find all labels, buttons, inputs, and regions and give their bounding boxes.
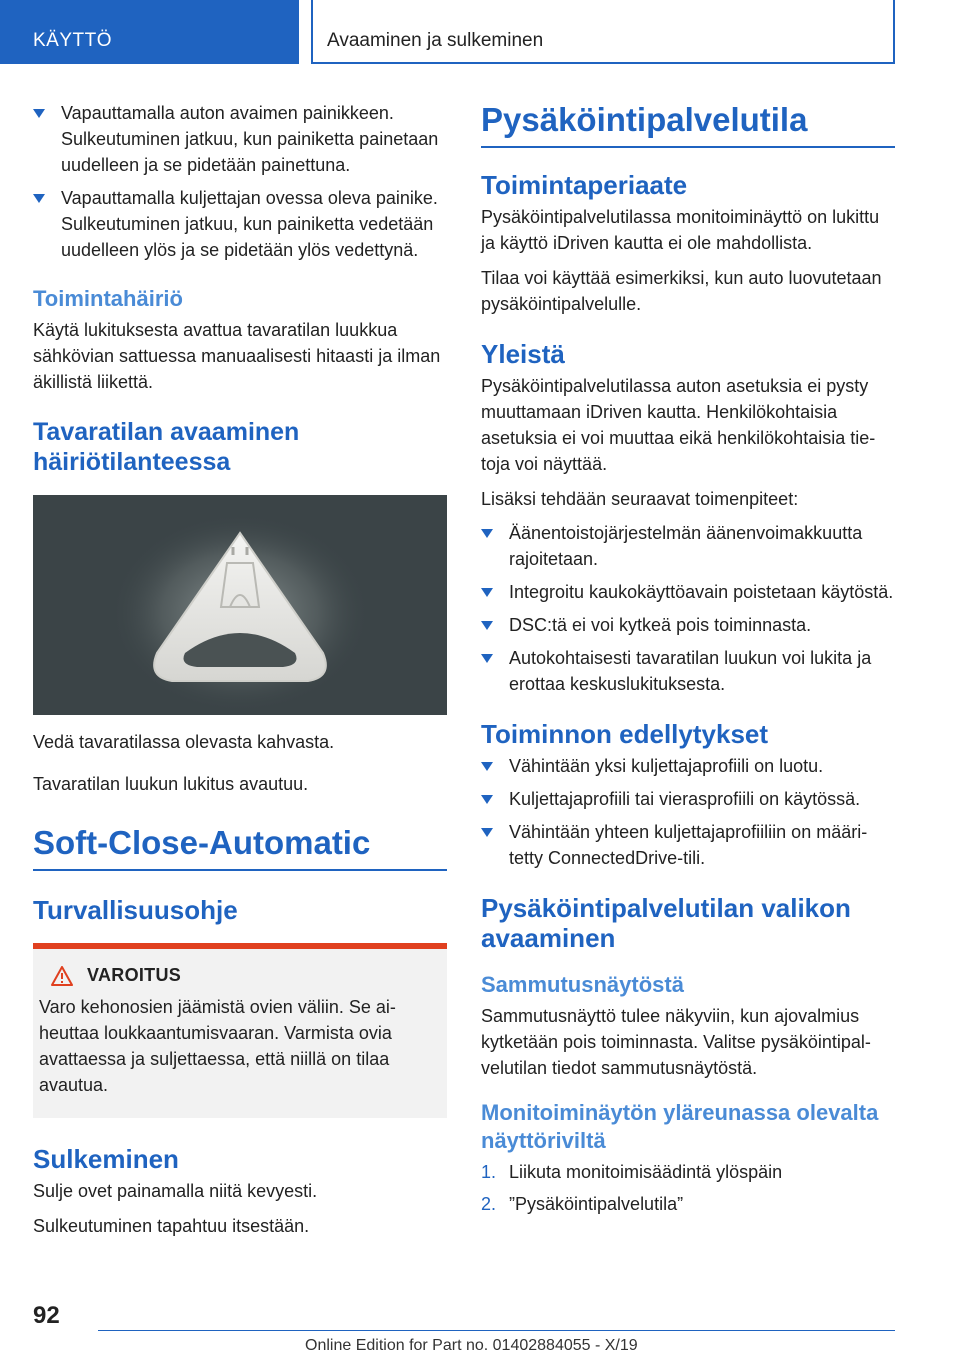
trunk-handle-illustration [33, 495, 447, 715]
warning-label: VAROITUS [87, 965, 182, 985]
general-bullet-list [481, 520, 895, 697]
steps-list [481, 1159, 895, 1217]
warning-text: Varo kehonosien jäämistä ovien väliin. Se aiheuttaa loukkaantumisvaaran. Varmista ovia avattaessa ja suljettaessa, että niillä on tilaa avautua. [39, 997, 396, 1095]
safety-heading: Turvallisuusohje [33, 895, 238, 925]
left-column [33, 100, 447, 1239]
principle-heading: Toimintaperiaate [481, 170, 688, 200]
off-screen-heading: Sammutusnäytöstä [481, 972, 684, 997]
general-heading: Yleistä [481, 339, 565, 369]
page-number: 92 [33, 1302, 60, 1329]
warning-title-row [51, 965, 437, 986]
closing-heading: Sulkeminen [33, 1144, 179, 1174]
general-text-1: Pysäköintipalvelutilassa auton asetuksia ei pysty muuttamaan iDriven kautta. Henkilökohtaisia asetuksia ei voi muuttaa eikä henkilökohtaisia tietoja voi näyttää. [481, 376, 876, 474]
warning-triangle-icon [51, 966, 73, 986]
triangle-bullet-icon [481, 588, 493, 597]
right-column [481, 100, 895, 1223]
header-section-tab [0, 0, 299, 64]
list-item: Vähintään yhteen kuljettajaprofiiliin on määritetty ConnectedDrive-tili. [481, 819, 895, 871]
trunk-handle-photo [33, 495, 447, 715]
triangle-bullet-icon [481, 828, 493, 837]
list-item: 2. ”Pysäköintipalvelutila” [481, 1191, 895, 1217]
warning-box [33, 943, 447, 1118]
list-item: Kuljettajaprofiili tai vierasprofiili on käytössä. [481, 786, 895, 812]
closing-text-2: Sulkeutuminen tapahtuu itsestään. [33, 1216, 310, 1236]
requirements-heading: Toiminnon edellytykset [481, 719, 769, 749]
list-item: 1. Liikuta monitoimisäädintä ylöspäin [481, 1159, 895, 1185]
triangle-bullet-icon [481, 621, 493, 630]
list-item: Vapauttamalla kuljettajan ovessa oleva painike. Sulkeutuminen jatkuu, kun painiketta vedetään uudelleen ylös ja se pidetään ylös vedettynä. [33, 185, 447, 263]
triangle-bullet-icon [33, 194, 45, 203]
triangle-bullet-icon [481, 654, 493, 663]
trunk-text-2: Tavaratilan luukun lukitus avautuu. [33, 774, 309, 794]
list-item: Integroitu kaukokäyttöavain poistetaan käytöstä. [481, 579, 895, 605]
triangle-bullet-icon [481, 795, 493, 804]
list-item: Vapauttamalla auton avaimen painikkeen. Sulkeutuminen jatkuu, kun painiketta painetaan uudelleen ja se pidetään painettuna. [33, 100, 447, 178]
general-text-2: Lisäksi tehdään seuraavat toimenpiteet: [481, 489, 799, 509]
step-number: 1. [481, 1162, 497, 1182]
footer-divider [98, 1330, 895, 1331]
trunk-heading: Tavaratilan avaaminen häiriötilanteessa [33, 418, 300, 476]
top-bar-heading: Monitoiminäytön yläreunassa olevalta näyttöriviltä [481, 1100, 879, 1153]
intro-bullet-list [33, 100, 447, 263]
list-item: Autokohtaisesti tavaratilan luukun voi lukita ja erottaa keskuslukituksesta. [481, 645, 895, 697]
triangle-bullet-icon [33, 109, 45, 118]
trunk-text-1: Vedä tavaratilassa olevasta kahvasta. [33, 732, 335, 752]
closing-text-1: Sulje ovet painamalla niitä kevyesti. [33, 1181, 318, 1201]
list-item: DSC:tä ei voi kytkeä pois toiminnasta. [481, 612, 895, 638]
header-section: KÄYTTÖ [33, 30, 113, 51]
header-chapter-box [311, 0, 895, 64]
malfunction-heading: Toimintahäiriö [33, 286, 183, 311]
triangle-bullet-icon [481, 529, 493, 538]
principle-text-2: Tilaa voi käyttää esimerkiksi, kun auto luovutetaan pysäköintipalvelulle. [481, 268, 882, 314]
list-item: Vähintään yksi kuljettajaprofiili on luotu. [481, 753, 895, 779]
off-screen-text: Sammutusnäyttö tulee näkyviin, kun ajovalmius kytketään pois toiminnasta. Valitse pysäköintipalvelutilan tiedot sammutusnäytöstä. [481, 1006, 871, 1078]
step-number: 2. [481, 1194, 497, 1214]
edition-text: Online Edition for Part no. 01402884055 - X/19 [305, 1337, 638, 1354]
requirements-bullet-list [481, 753, 895, 871]
softclose-heading: Soft-Close-Automatic [33, 823, 447, 871]
list-item: Äänentoistojärjestelmän äänenvoimakkuutta rajoitetaan. [481, 520, 895, 572]
triangle-bullet-icon [481, 762, 493, 771]
header-chapter: Avaaminen ja sulkeminen [327, 30, 544, 51]
valet-mode-heading: Pysäköintipalvelutila [481, 100, 895, 148]
menu-heading: Pysäköintipalvelutilan valikon avaaminen [481, 893, 851, 953]
principle-text-1: Pysäköintipalvelutilassa monitoiminäyttö on lukittu ja käyttö iDriven kautta ei ole mahdollista. [481, 207, 880, 253]
malfunction-text: Käytä lukituksesta avattua tavaratilan luukkua sähkövian sattuessa manuaalisesti hitaasti ja ilman äkillistä liikettä. [33, 320, 441, 392]
